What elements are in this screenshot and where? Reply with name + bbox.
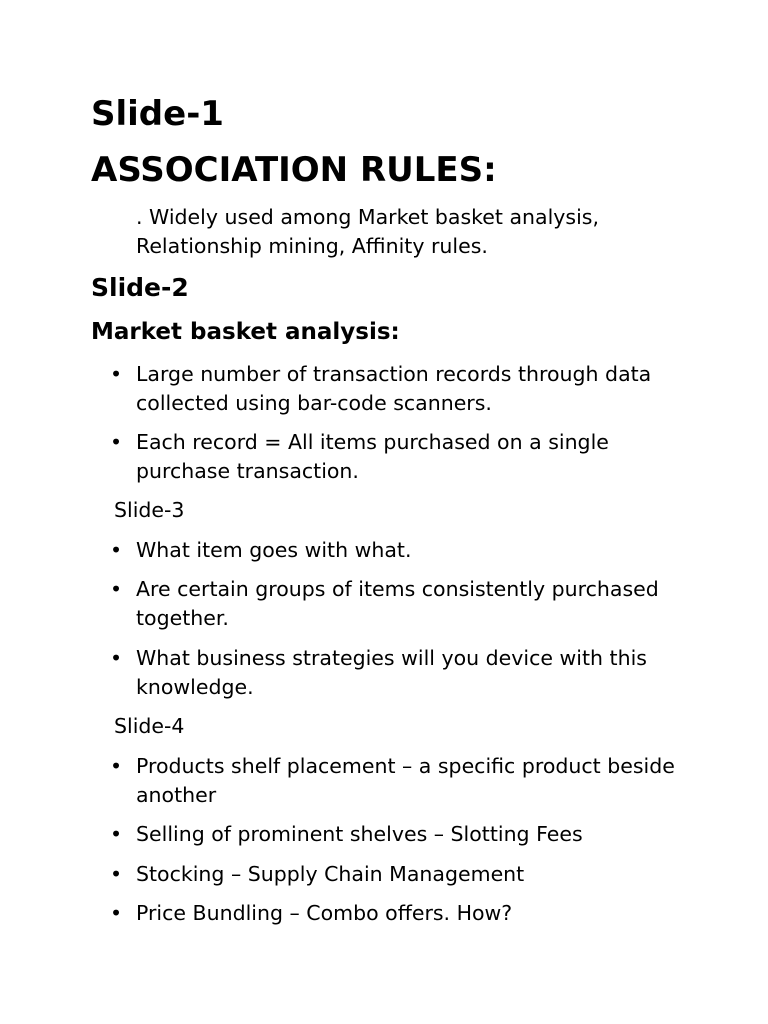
slide-3-heading: Slide-3 <box>114 498 185 522</box>
slide-3-bullet-3: What business strategies will you device with this knowledge. <box>136 646 647 699</box>
slide-4-bullet-3: Stocking – Supply Chain Management <box>136 862 525 886</box>
slide-3-bullet-2: Are certain groups of items consistently purchased together. <box>136 577 659 630</box>
bullet-marker: • <box>110 901 123 925</box>
slide-4-heading: Slide-4 <box>114 714 185 738</box>
slide-2-bullet-2: Each record = All items purchased on a single purchase transaction. <box>136 430 609 483</box>
slide-1-paragraph: . Widely used among Market basket analysis, Relationship mining, Affinity rules. <box>136 205 599 258</box>
slide-4-bullet-4: Price Bundling – Combo offers. How? <box>136 901 513 925</box>
slide-2-bullet-1: Large number of transaction records through data collected using bar-code scanners. <box>136 362 652 415</box>
bullet-marker: • <box>110 646 123 670</box>
bullet-marker: • <box>110 538 123 562</box>
slide-4-bullet-1: Products shelf placement – a specific product beside another <box>136 754 675 807</box>
bullet-marker: • <box>110 862 123 886</box>
slide-2-heading: Slide-2 <box>91 273 189 302</box>
bullet-marker: • <box>110 822 123 846</box>
bullet-marker: • <box>110 754 123 778</box>
bullet-marker: • <box>110 430 123 454</box>
bullet-marker: • <box>110 362 123 386</box>
slide-1-heading: Slide-1 <box>91 94 224 134</box>
bullet-marker: • <box>110 577 123 601</box>
slide-4-bullet-2: Selling of prominent shelves – Slotting Fees <box>136 822 583 846</box>
market-basket-subtitle: Market basket analysis: <box>91 319 400 345</box>
slide-3-bullet-1: What item goes with what. <box>136 538 412 562</box>
association-rules-title: ASSOCIATION RULES: <box>91 150 497 190</box>
